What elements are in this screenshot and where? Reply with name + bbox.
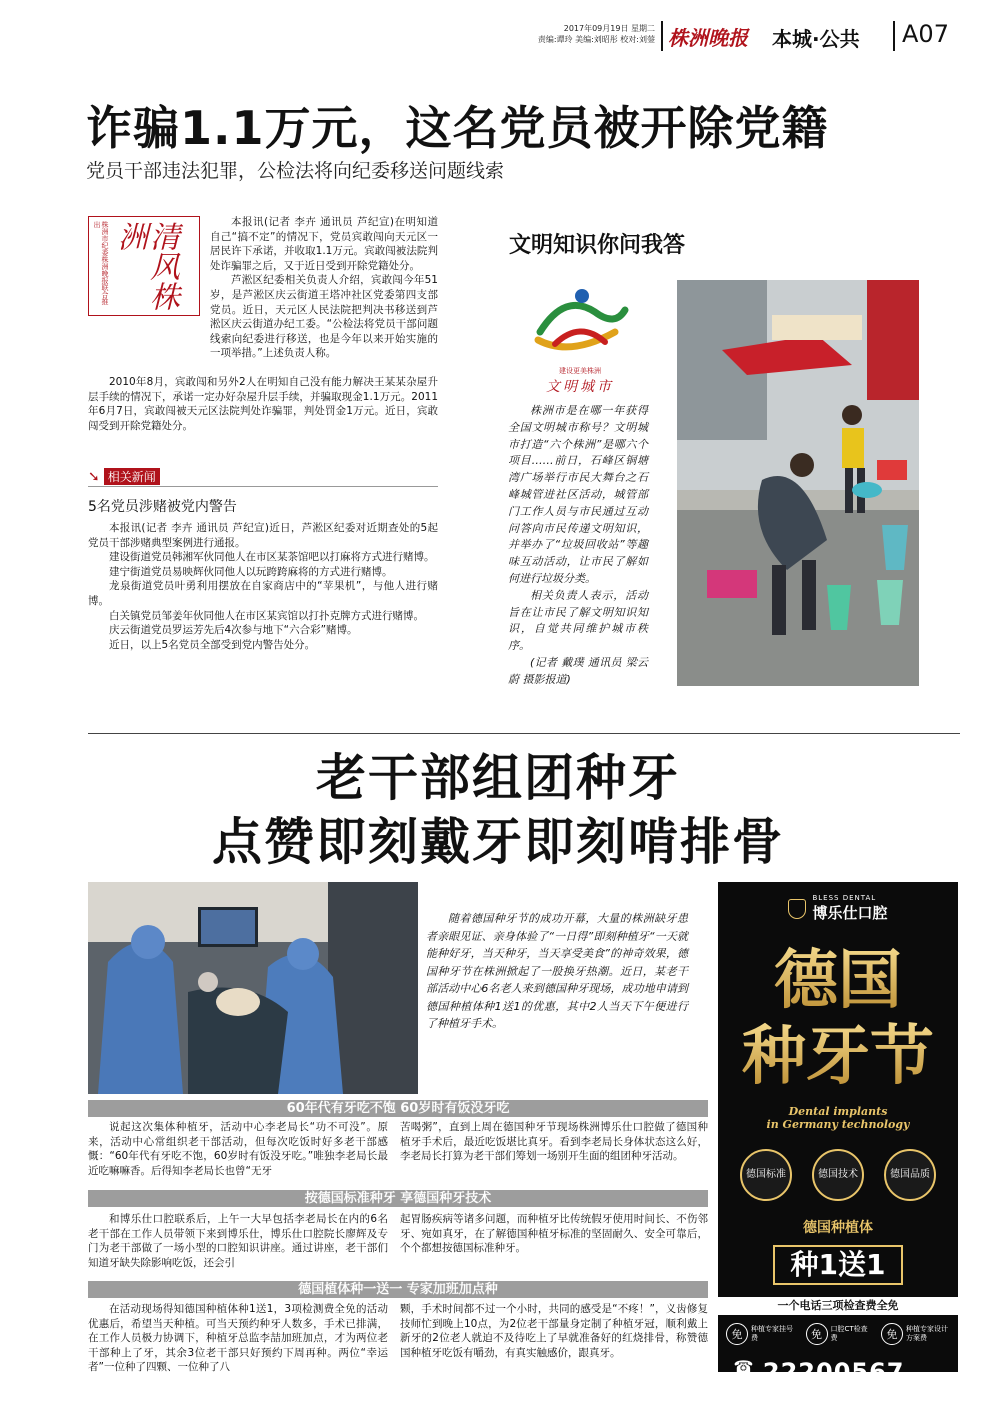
dental-photo [88,882,418,1094]
story2-section-col2: 苦喝粥”，直到上周在德国种牙节现场株洲博乐仕口腔做了德国种植牙手术后，最近吃饭堪比真牙。看到李老局长身体状态这么好，李老局长打算为老干部们筹划一场别开生面的组团种牙活动。 [400,1121,708,1163]
section-divider [88,733,960,734]
story1-paragraph: 本报讯(记者 李卉 通讯员 芦纪宣)在明知道自己“搞不定”的情况下，党员宾敢闯向天元区一居民许下承诺，并收取1.1万元。宾敢闯被法院判处诈骗罪之后，又于近日受到开除党籍处分。 [210,216,438,272]
qa-paragraph: 株洲市是在哪一年获得全国文明城市称号？文明城市打造“六个株洲”是哪六个项目……前日，石峰区铜塘湾广场举行市民大舞台之石峰城管进社区活动，城管部门工作人员与市民通过互动问答向市民传递文明知识，并举办了“垃圾回收站”等趣味互动活动，让市民了解如何进行垃圾分类。 [508,404,648,585]
story1-paragraph: 2010年8月，宾敢闯和另外2人在明知自己没有能力解决王某某杂屋升层手续的情况下，承诺一定办好杂屋升层手续，并骗取现金1.1万元。2011年6月7日，宾敢闯被天元区法院判处诈骗罪，判处罚金1万元。近日，宾敢闯受到开除党籍处分。 [88,375,438,432]
story2-headline-line2: 点赞即刻戴牙即刻啃排骨 [212,813,784,871]
qa-title: 文明知识你问我答 [509,233,686,258]
related-paragraph: 庆云街道党员罗运芳先后4次参与地下“六合彩”赌博。 [109,624,358,637]
paper-logo: 株洲晚报 [668,26,748,50]
logo-caption: 文明城市 [546,379,614,395]
ad-badges [718,1149,958,1201]
ad-brand-cn: 博乐仕口腔 [812,904,888,922]
civilized-city-logo [520,282,640,395]
masthead-divider-2 [893,21,895,51]
related-news-title: 5名党员涉赌被党内警告 [88,499,237,515]
seal-big-text: 清风株洲 [112,221,179,311]
ad-address: 株洲市天元区炎帝广场银座201 [768,1398,908,1409]
ad-phone-number: 22200567 [762,1358,905,1386]
qa-body [508,403,648,689]
masthead-divider [661,21,663,51]
story2-section-col1: 说起这次集体种植牙，活动中心李老局长“功不可没”。原来，活动中心常组织老干部活动，但每次吃饭时好多老干部感慨：“60年代有牙吃不饱，60岁时有饭没牙吃。”唯独李老局长最近吃嘛嘛香。后得知李老局长也曾“无牙 [88,1121,388,1177]
related-news-tag: ➘ 相关新闻 [88,468,160,485]
story2-section-heading: 德国植体种一送一 专家加班加点种 [88,1281,708,1298]
ad-phone [718,1345,958,1386]
editors-line: 责编:谭玲 美编:刘昭彤 校对:刘蓥 [537,35,655,44]
street-photo [677,280,919,686]
related-paragraph: 白关镇党员邹姜年伙同他人在市区某宾馆以打扑克牌方式进行赌博。 [109,609,424,622]
story2-lead: 随着德国种牙节的成功开幕，大量的株洲缺牙患者亲眼见证、亲身体验了“一日得”即刻种植牙“一天就能种好牙，当天种牙，当天享受美食”的神奇效果，德国种牙节在株洲掀起了一股换牙热潮。近日，某老干部活动中心6名老人来到德国种牙现场，成功地申请到德国种植体种1送1的优惠，其中2人当天下午便进行了种植牙手术。 [426,912,688,1030]
ad-headline-line2: 种牙节 [718,1019,958,1095]
phone-icon: ☎ [733,1357,754,1376]
logo-caption-small: 建设更美株洲 [559,367,601,375]
related-paragraph: 近日，以上5名党员全部受到党内警告处分。 [109,638,316,651]
dental-ad [718,882,958,1409]
related-paragraph: 建宁街道党员易映辉伙同他人以玩跨跨麻将的方式进行赌博。 [109,565,393,578]
story2-section-heading: 按德国标准种牙 享德国种牙技术 [88,1190,708,1207]
street-photo-image [677,280,919,686]
qa-byline: (记者 戴璞 通讯员 梁云蔚 摄影报道) [508,655,648,686]
story2-section-col1: 在活动现场得知德国种植体种1送1，3项检测费全免的活动优惠后，希望当天种植。可当天预约种牙人数多，手术已排满，在工作人员极力协调下，种植牙总监李喆加班加点，才为两位老干部种上了牙，其余3位老干部只好预约下周再种。两位“幸运者”一位种了四颗、一位种了八 [88,1303,388,1374]
civilized-city-logo-icon [520,282,640,362]
story2-section-heading: 60年代有牙吃不饱 60岁时有饭没牙吃 [88,1100,708,1117]
story1-subheadline: 党员干部违法犯罪，公检法将向纪委移送问题线索 [86,160,505,182]
story2-section-col2: 起胃肠疾病等诸多问题，而种植牙比传统假牙使用时间长、不伤邻牙、宛如真牙，在了解德国种植牙标准的坚固耐久、安全可靠后，个个都想按德国标准种牙。 [400,1213,708,1255]
arrow-icon: ➘ [88,468,100,485]
related-news-body [88,521,438,652]
seal-small-text: 株洲市纪委株洲晚报联合推出 [93,221,109,305]
ad-offer: 种1送1 [773,1245,903,1285]
ad-badge: 德国标准 [740,1149,792,1201]
story1-headline: 诈骗1.1万元，这名党员被开除党籍 [86,101,829,155]
story1-paragraph: 芦淞区纪委相关负责人介绍，宾敢闯今年51岁，是芦淞区庆云街道王塔冲社区党委第四支部党员。近日，天元区人民法院把判决书移送到芦淞区庆云街道办纪工委。“公检法将党员干部问题线索向纪委进行移送，也是今年以来开始实施的一项举措。”上述负责人称。 [210,274,438,360]
ad-free-line: 一个电话三项检查费全免 [718,1297,958,1315]
ad-headline-line1: 德国 [718,943,958,1019]
page-number: A07 [902,20,949,48]
ad-area-code: 0731 [732,1376,755,1386]
section-name: 本城·公共 [772,27,860,51]
story1-body [88,215,438,433]
ad-implant-label: 德国种植体 [803,1220,873,1236]
shield-icon [788,899,806,919]
story2-section-col2: 颗，手术时间都不过一个小时，共同的感受是“不疼！”，义齿修复技师忙到晚上10点，为2位老干部量身定制了种植牙冠，顺利戴上新牙的2位老人就迫不及待吃上了早就准备好的红烧排骨，称赞德国种植牙吃饭有嚼劲，有真实触感价，跟真牙。 [400,1303,708,1359]
qa-paragraph: 相关负责人表示，活动旨在让市民了解文明知识知识，自觉共同维护城市秩序。 [508,588,648,653]
divider [88,486,438,487]
ad-free-item: 免 种植专家挂号费 [726,1323,795,1345]
ad-brand [718,894,958,923]
ad-en-line2: in Germany technology [766,1118,910,1131]
related-paragraph: 龙泉街道党员叶勇利用摆放在自家商店中的“苹果机”，与他人进行赌博。 [88,580,438,607]
dental-photo-image [88,882,418,1094]
related-paragraph: 建设街道党员韩湘军伙同他人在市区某茶馆吧以打麻将方式进行赌博。 [109,551,435,564]
ad-free-item: 免 口腔CT检查费 [806,1323,871,1345]
ad-free-item: 免 种植专家设计方案费 [881,1323,950,1345]
ad-free-items [718,1315,958,1345]
ad-brand-en: BLESS DENTAL [812,894,877,902]
ad-badge: 德国技术 [812,1149,864,1201]
date-line: 2017年09月19日 星期二 [563,24,655,33]
story2-section-col1: 和博乐仕口腔联系后，上午一大早包括李老局长在内的6名老干部在工作人员带领下来到博乐仕，博乐仕口腔院长廖辉及专门为老干部做了一场小型的口腔知识讲座。通过讲座，老干部们知道牙缺失除影响吃饭，还会引 [88,1213,388,1269]
related-paragraph: 本报讯(记者 李卉 通讯员 芦纪宣)近日，芦淞区纪委对近期查处的5起党员干部涉赌典型案例进行通报。 [88,522,438,549]
ad-badge: 德国品质 [884,1149,936,1201]
ad-en-line1: Dental implants [788,1105,888,1118]
story2-headline-line1: 老干部组团种牙 [316,749,680,807]
